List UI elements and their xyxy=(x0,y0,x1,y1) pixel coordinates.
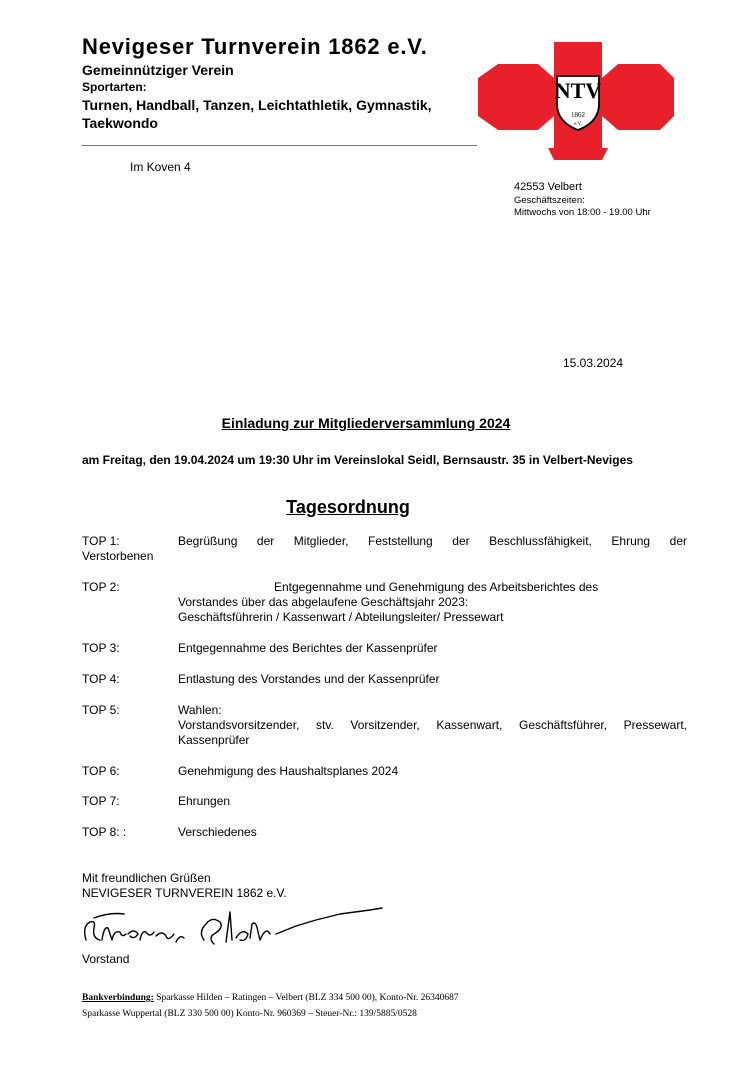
agenda-item-text: Vorstandes über das abgelaufene Geschäftsjahr 2023: xyxy=(178,595,469,609)
logo-monogram: NTV xyxy=(554,78,602,103)
club-subtitle: Gemeinnütziger Verein xyxy=(82,62,234,78)
agenda-item-label: TOP 6: xyxy=(82,764,120,778)
closing-greeting: Mit freundlichen Grüßen xyxy=(82,871,211,885)
bank-line-1 xyxy=(82,990,459,1006)
bank-details xyxy=(82,990,459,1022)
agenda-item-text: Entgegennahme des Berichtes der Kassenprüfer xyxy=(178,641,438,655)
agenda-item-text: Entgegennahme und Genehmigung des Arbeitsberichtes des xyxy=(274,580,599,594)
sports-label: Sportarten: xyxy=(82,80,147,94)
header-divider xyxy=(82,145,477,146)
agenda-title: Tagesordnung xyxy=(286,497,410,517)
agenda-item-text: Ehrungen xyxy=(178,794,231,808)
agenda-item-text: Verschiedenes xyxy=(178,825,257,839)
closing xyxy=(82,871,287,900)
agenda-item-text: Genehmigung des Haushaltsplanes 2024 xyxy=(178,764,399,778)
sender-name: NEVIGESER TURNVEREIN 1862 e.V. xyxy=(82,885,287,900)
invitation-title: Einladung zur Mitgliederversammlung 2024 xyxy=(221,415,511,431)
logo-year: 1862 xyxy=(571,111,585,119)
signatory-role: Vorstand xyxy=(82,952,130,966)
bank-label: Bankverbindung: xyxy=(82,993,154,1003)
sports-list: Turnen, Handball, Tanzen, Leichtathletik, Gymnastik, Taekwondo xyxy=(82,97,432,131)
agenda-heading xyxy=(0,497,749,518)
agenda-item-text: Geschäftsführerin / Kassenwart / Abteilungsleiter/ Pressewart xyxy=(178,610,504,624)
address-city: 42553 Velbert xyxy=(514,181,582,193)
agenda-item-label: TOP 1: xyxy=(82,534,120,548)
club-emblem-logo xyxy=(478,42,678,162)
agenda-item-label: TOP 5: xyxy=(82,703,120,717)
agenda-item-text: Vorstandsvorsitzender, stv. Vorsitzender, Kassenwart, Geschäftsführer, Pressewart, xyxy=(178,718,687,732)
agenda-item-text: Entlastung des Vorstandes und der Kassenprüfer xyxy=(178,672,440,686)
agenda-item-text: Verstorbenen xyxy=(82,549,154,563)
agenda-item-text: Kassenprüfer xyxy=(178,733,250,747)
agenda-item-label: TOP 4: xyxy=(82,672,120,686)
agenda-item-text: Wahlen: xyxy=(178,703,222,717)
club-name: Nevigeser Turnverein 1862 e.V. xyxy=(82,34,428,59)
agenda-item-label: TOP 8: : xyxy=(82,825,127,839)
agenda-item-text: Begrüßung der Mitglieder, Feststellung der Beschlussfähigkeit, Ehrung der xyxy=(178,534,687,548)
handwritten-signature xyxy=(80,904,390,954)
meeting-venue: am Freitag, den 19.04.2024 um 19:30 Uhr im Vereinslokal Seidl, Bernsaustr. 35 in Velbert-Neviges xyxy=(82,453,633,467)
invitation-heading xyxy=(0,415,749,431)
office-hours: Mittwochs von 18:00 - 19.00 Uhr xyxy=(514,207,651,218)
address-street: Im Koven 4 xyxy=(130,160,191,174)
agenda-item-label: TOP 7: xyxy=(82,794,120,808)
office-hours-label: Geschäftszeiten: xyxy=(514,195,585,206)
agenda-item-label: TOP 2: xyxy=(82,580,120,594)
logo-suffix: e.V. xyxy=(574,122,582,127)
bank-account-1: Sparkasse Hilden – Ratingen – Velbert (BLZ 334 500 00), Konto-Nr. 26340687 xyxy=(156,993,459,1003)
bank-line-2: Sparkasse Wuppertal (BLZ 330 500 00) Konto-Nr. 960369 – Steuer-Nr.: 139/5885/0528 xyxy=(82,1009,417,1019)
letter-date: 15.03.2024 xyxy=(563,356,624,370)
agenda-item-label: TOP 3: xyxy=(82,641,120,655)
